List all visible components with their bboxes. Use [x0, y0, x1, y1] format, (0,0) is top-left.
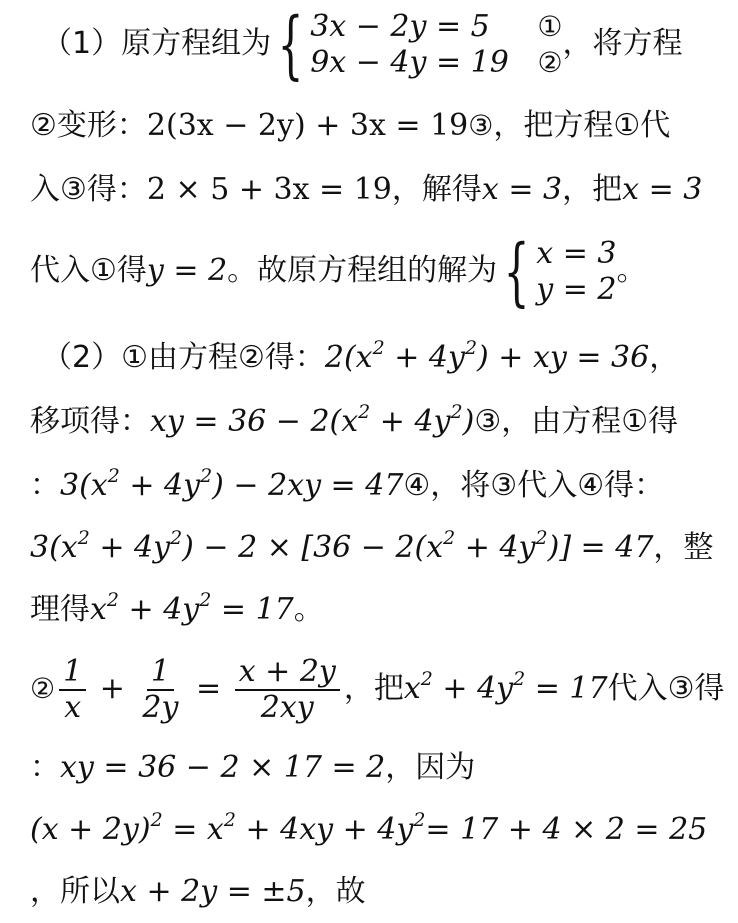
equation-system-1	[271, 1, 563, 88]
system-row-1: 3x − 2y = 5 ①	[310, 8, 563, 44]
line-1: （1）原方程组为 { 3x − 2y = 5 ① 9x − 4y = 19 ② ，将方程	[42, 1, 683, 88]
line-5: （2）①由方程②得：$2(x^2 + 4y^2)$ + xy = 36，	[42, 337, 680, 375]
left-brace: {	[277, 1, 304, 88]
solution-system: { x = 3 y = 2	[503, 228, 617, 315]
system-row-2: 9x − 4y = 19 ②	[310, 44, 563, 80]
line-13: ，所以x + 2y = ±5，故	[30, 874, 366, 909]
line-11: ：xy = 36 − 2 × 17 = 2，因为	[30, 750, 476, 785]
fraction-1-over-2y: $\frac{1}{2y}$	[142, 653, 179, 725]
line-12: $(x + 2y)^2 = x^2 + 4xy + 4y^2= 17 + 4 \times 2 = 25$	[30, 809, 708, 847]
line-8: $3(x^2 + 4y^2) - 2 \times [36 - 2(x^2 + 4y^2)] = 47$，整	[30, 527, 714, 565]
line-7: ：$3(x^2 + 4y^2) - 2xy$ = 47④，将③代入④得：	[30, 465, 665, 503]
line-10: ② $\frac{1}{x}$ + $\frac{1}{2y}$ = $\frac{x + 2y}{2xy}$ ，把$x^2 + 4y^2 = 17$代入③得	[30, 653, 725, 725]
left-brace: {	[503, 228, 530, 315]
line-6: 移项得：xy = $36 - 2(x^2$ + $4y^2)③$，由方程①得	[30, 401, 679, 439]
fraction-1-over-x: $\frac{1}{x}$	[59, 655, 86, 725]
fraction-sum: $\frac{x + 2y}{2xy}$	[235, 655, 340, 725]
line-2: ②变形：2(3x − 2y) + 3x = 19③，把方程①代	[30, 108, 671, 143]
line-9: 理得$x^2 + 4y^2 = 17$。	[30, 589, 324, 627]
line-4: 代入①得y = 2。故原方程组的解为 { x = 3 y = 2 。	[30, 228, 647, 315]
part1-label: （1）原方程组为	[42, 26, 272, 61]
line-3: 入③得：2 × 5 + 3x = 19，解得x = 3，把x = 3	[30, 172, 703, 207]
